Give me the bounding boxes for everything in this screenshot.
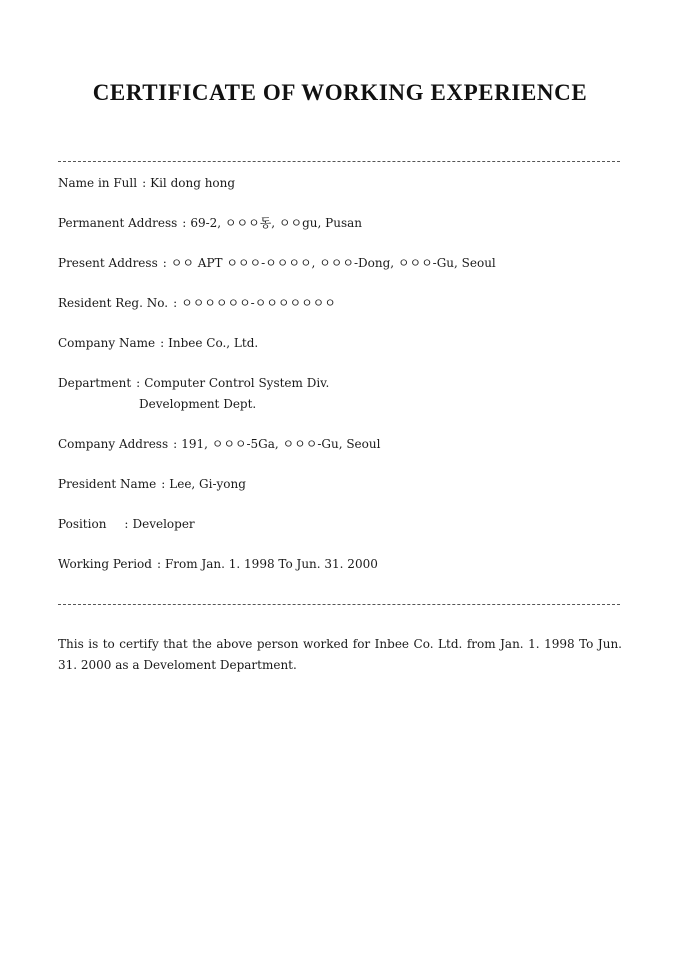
- field-department-value-line2: Development Dept.: [139, 397, 257, 411]
- field-present-address: [58, 253, 496, 273]
- field-department: [58, 373, 329, 393]
- field-president-name: [58, 474, 246, 494]
- field-position: [58, 514, 195, 534]
- field-permanent-address: [58, 213, 362, 233]
- field-permanent-address-value: 69-2, ㅇㅇㅇ동, ㅇㅇgu, Pusan: [190, 216, 362, 230]
- field-resident-reg-no-value: ㅇㅇㅇㅇㅇㅇ-ㅇㅇㅇㅇㅇㅇㅇ: [181, 296, 336, 310]
- field-president-name-value: Lee, Gi-yong: [169, 477, 246, 491]
- field-separator: :: [136, 376, 141, 390]
- field-company-address: [58, 434, 380, 454]
- field-separator: :: [173, 437, 178, 451]
- field-separator: :: [160, 336, 165, 350]
- field-separator: :: [173, 296, 178, 310]
- field-department-label: Department: [58, 376, 132, 390]
- field-company-name: [58, 333, 258, 353]
- field-working-period-label: Working Period: [58, 557, 152, 571]
- field-working-period-value: From Jan. 1. 1998 To Jun. 31. 2000: [164, 557, 378, 571]
- field-working-period: [58, 554, 378, 574]
- top-divider: [58, 161, 620, 162]
- field-separator: :: [156, 557, 161, 571]
- field-company-name-value: Inbee Co., Ltd.: [168, 336, 259, 350]
- field-present-address-value: ㅇㅇ APT ㅇㅇㅇ-ㅇㅇㅇㅇ, ㅇㅇㅇ-Dong, ㅇㅇㅇ-Gu, Seoul: [170, 256, 496, 270]
- field-president-name-label: President Name: [58, 477, 157, 491]
- field-company-name-label: Company Name: [58, 336, 156, 350]
- field-department-value-line1: Computer Control System Div.: [144, 376, 330, 390]
- field-separator: :: [161, 477, 166, 491]
- field-company-address-label: Company Address: [58, 437, 169, 451]
- field-present-address-label: Present Address: [58, 256, 158, 270]
- field-separator: :: [182, 216, 187, 230]
- field-resident-reg-no: [58, 293, 336, 313]
- field-separator: :: [142, 176, 147, 190]
- field-separator: :: [124, 517, 129, 531]
- field-permanent-address-label: Permanent Address: [58, 216, 178, 230]
- bottom-divider: [58, 604, 620, 605]
- field-name-value: Kil dong hong: [150, 176, 236, 190]
- field-position-value: Developer: [132, 517, 195, 531]
- document-title: CERTIFICATE OF WORKING EXPERIENCE: [92, 80, 588, 105]
- field-company-address-value: 191, ㅇㅇㅇ-5Ga, ㅇㅇㅇ-Gu, Seoul: [181, 437, 381, 451]
- field-separator: :: [162, 256, 167, 270]
- field-position-label: Position: [58, 517, 107, 531]
- field-resident-reg-no-label: Resident Reg. No.: [58, 296, 169, 310]
- field-name: [58, 173, 235, 193]
- field-name-label: Name in Full: [58, 176, 138, 190]
- certification-statement: This is to certify that the above person worked for Inbee Co. Ltd. from Jan. 1. 1998 To Jun. 31. 2000 as a Develoment Department.: [58, 637, 622, 672]
